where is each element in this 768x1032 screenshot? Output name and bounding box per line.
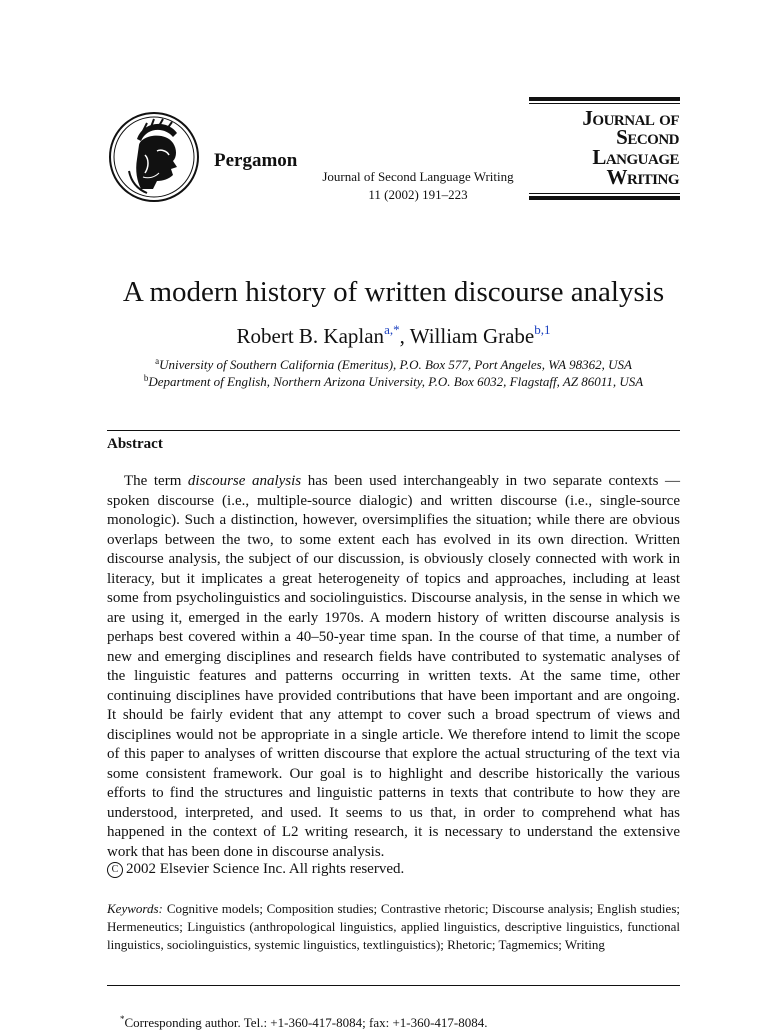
abstract-heading: Abstract	[107, 436, 163, 452]
journal-logo	[529, 97, 680, 202]
affiliation-text: Department of English, Northern Arizona University, P.O. Box 6032, Flagstaff, AZ 86011, USA	[148, 374, 644, 389]
abstract-term: discourse analysis	[187, 473, 302, 489]
copyright-text: 2002 Elsevier Science Inc. All rights reserved.	[126, 861, 405, 877]
footnote-divider	[107, 985, 680, 986]
publisher-name: Pergamon	[214, 150, 298, 171]
author-name: William Grabe	[409, 324, 535, 348]
author-name: Robert B. Kaplan	[236, 324, 385, 348]
footnote	[120, 1014, 488, 1032]
keywords	[107, 900, 680, 954]
footnote-text: Corresponding author. Tel.: +1-360-417-8084; fax: +1-360-417-8084.	[124, 1015, 488, 1030]
journal-volume-pages: 11 (2002) 191–223	[368, 187, 468, 202]
divider	[107, 430, 680, 431]
affiliation-b	[90, 373, 697, 391]
journal-logo-line: Writing	[606, 165, 679, 189]
journal-logo-line: Language	[592, 145, 679, 169]
abstract-lead: The term	[124, 473, 188, 489]
journal-logo-line: Journal of	[582, 106, 679, 130]
author-affiliation-link[interactable]: a,*	[384, 322, 400, 337]
affiliation-mark: a	[155, 356, 160, 366]
author-separator: ,	[399, 324, 410, 348]
footnote-mark: *	[120, 1014, 125, 1024]
keywords-label: Keywords:	[107, 901, 163, 916]
author-affiliation-link[interactable]: b,1	[534, 322, 551, 337]
pergamon-emblem-icon	[107, 111, 203, 203]
article-title: A modern history of written discourse analysis	[122, 276, 665, 308]
abstract-text	[107, 472, 680, 862]
journal-citation	[300, 168, 536, 204]
copyright-notice	[107, 860, 404, 879]
affiliation-mark: b	[143, 373, 149, 383]
copyright-icon: C	[107, 862, 123, 878]
keywords-text: Cognitive models; Composition studies; Contrastive rhetoric; Discourse analysis; English studies; Hermeneutics; Linguistics (anthropological linguistics, applied linguistics, descriptive linguistics, functional linguistics, sociolinguistics, systemic linguistics, textlinguistics); Rhetoric; Tagmemics; Writing	[107, 901, 680, 952]
affiliation-text: University of Southern California (Emeritus), P.O. Box 577, Port Angeles, WA 98362, USA	[159, 357, 632, 372]
author-line	[107, 322, 680, 350]
abstract-body: has been used interchangeably in two separate contexts — spoken discourse (i.e., multiple-source dialogic) and written discourse (i.e., single-source monologic). Such a distinction, however, oversimplifies the situation; while there are obvious overlaps between the two, to some extent each has evolved in its own direction. Written discourse analysis, the subject of our discussion, is obviously closely connected with work in literacy, but it implicates a great heterogeneity of topics and approaches, including at least some from psycholinguistics and sociolinguistics. Discourse analysis, in the sense in which we are using it, emerged in the early 1970s. A modern history of written discourse analysis is perhaps best covered within a 40–50-year time span. In the course of that time, a number of new and emerging disciplines and research fields have contributed to systematic analyses of the linguistic features and patterns occurring in written texts. At the same time, other continuing disciplines have provided contributions that have been important and are ongoing. It should be fairly evident that any attempt to cover such a broad spectrum of views and disciplines would not be appropriate in a single article. We therefore intend to limit the scope of this paper to analyses of written discourse that explore the actual structuring of the text via some consistent framework. Our goal is to highlight and describe historically the various efforts to find the structures and linguistic patterns in texts that contribute to how they are understood, interpreted, and used. It seems to us that, in order to comprehend what has happened in the context of L2 writing research, it is necessary to understand the extensive work that has been done in discourse analysis.	[107, 473, 680, 860]
journal-logo-line: Second	[616, 125, 679, 149]
journal-name: Journal of Second Language Writing	[322, 169, 514, 184]
affiliation-a	[90, 356, 697, 374]
